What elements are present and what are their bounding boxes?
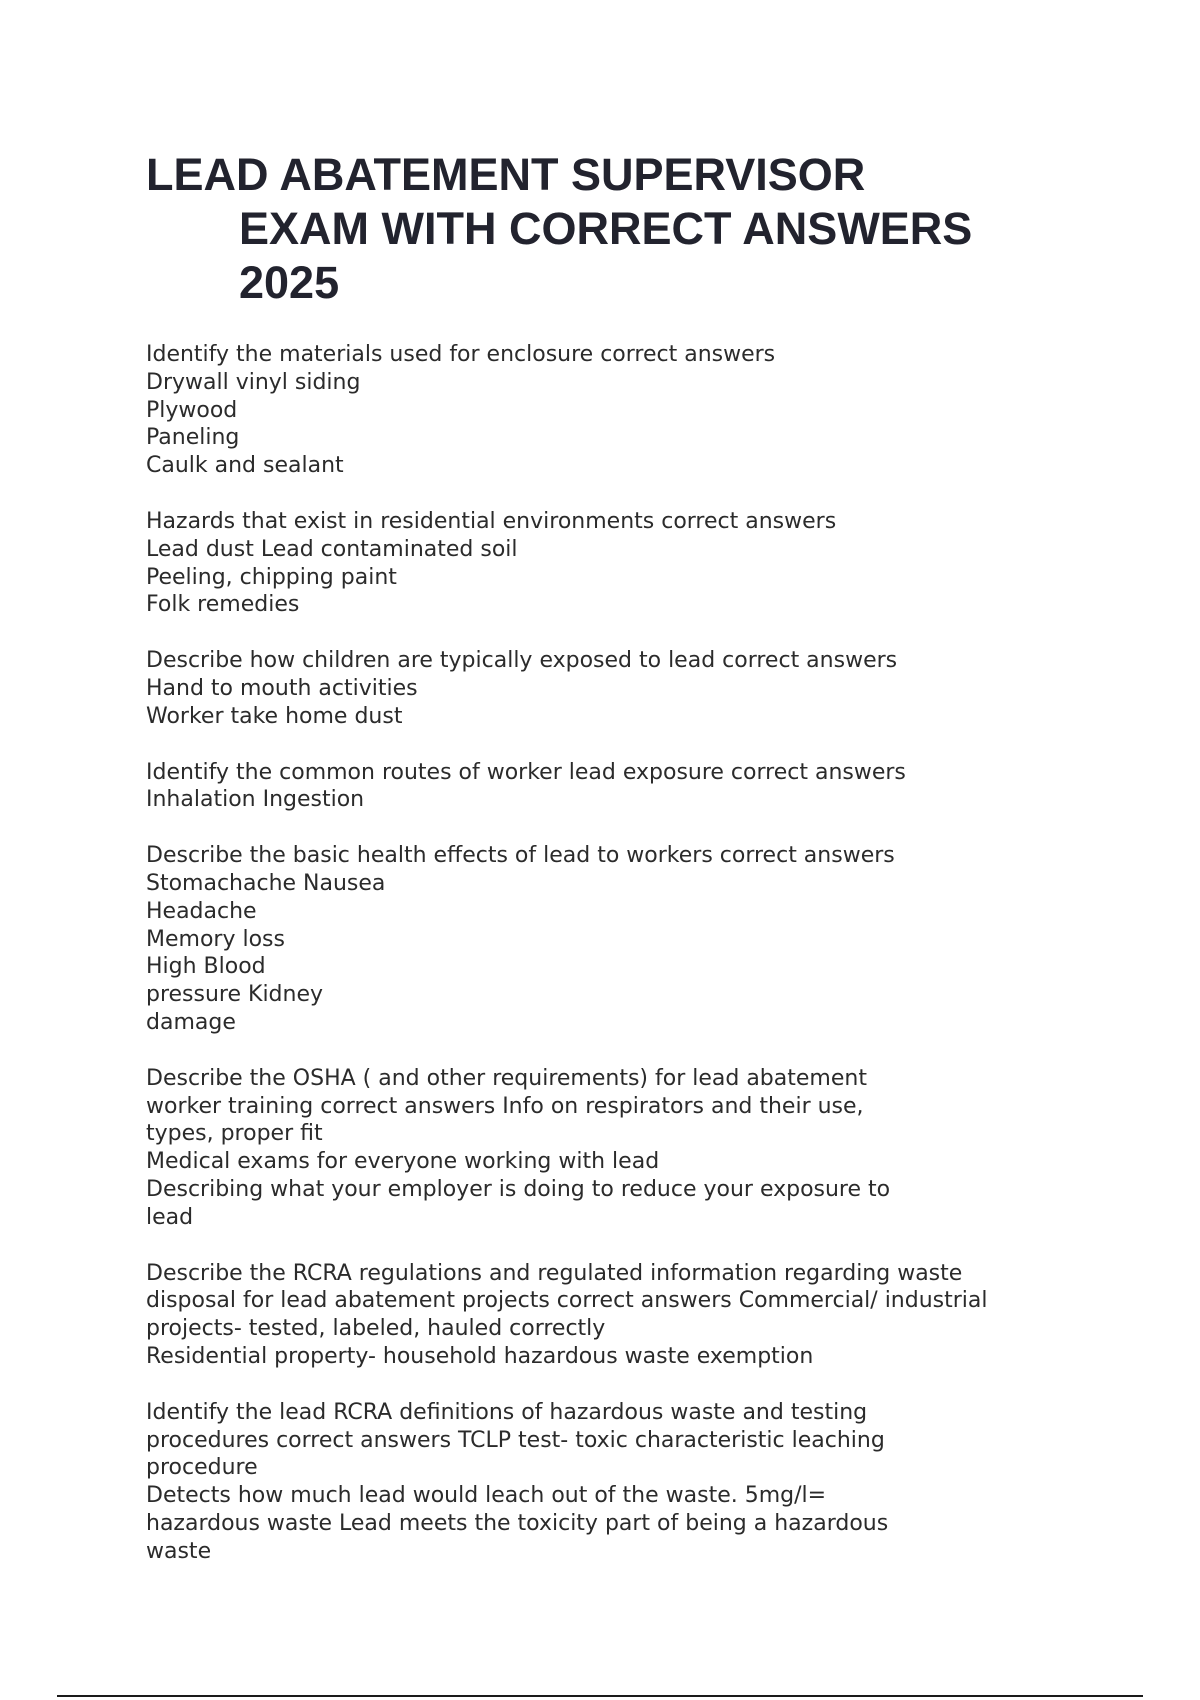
question-text: Describe the RCRA regulations and regulated information regarding waste (146, 1260, 963, 1286)
answer-text: Stomachache Nausea (146, 870, 386, 896)
question-text: Identify the lead RCRA definitions of hazardous waste and testing (146, 1399, 868, 1425)
answer-text: Describing what your employer is doing to reduce your exposure to (146, 1176, 891, 1202)
answer-text: Headache (146, 898, 257, 924)
answer-text: Memory loss (146, 926, 285, 952)
qa-item-enclosure-materials (146, 341, 1086, 480)
answer-text: Detects how much lead would leach out of the waste. 5mg/l= (146, 1483, 827, 1509)
question-text: disposal for lead abatement projects correct answers Commercial/ industrial (146, 1288, 988, 1314)
answer-text: damage (146, 1009, 236, 1035)
answer-text: procedure (146, 1455, 258, 1481)
answer-text: Residential property- household hazardous waste exemption (146, 1343, 814, 1369)
answer-text: types, proper fit (146, 1121, 323, 1147)
qa-item-rcra-definitions (146, 1399, 1086, 1566)
qa-item-worker-exposure-routes (146, 759, 1086, 815)
answer-text: projects- tested, labeled, hauled correctly (146, 1316, 606, 1342)
qa-item-health-effects (146, 842, 1086, 1037)
answer-text: Medical exams for everyone working with lead (146, 1149, 660, 1175)
answer-text: Folk remedies (146, 592, 300, 618)
answer-text: pressure Kidney (146, 982, 324, 1008)
question-text: worker training correct answers Info on respirators and their use, (146, 1093, 864, 1119)
page-title (146, 148, 1106, 310)
qa-item-residential-hazards (146, 508, 1086, 619)
answer-text: lead (146, 1204, 194, 1230)
question-text: Describe how children are typically exposed to lead correct answers (146, 648, 898, 674)
title-line: EXAM WITH CORRECT ANSWERS (239, 203, 973, 254)
question-text: Identify the materials used for enclosure correct answers (146, 342, 776, 367)
question-text: Identify the common routes of worker lead exposure correct answers (146, 759, 906, 785)
answer-text: Lead dust Lead contaminated soil (146, 536, 518, 562)
answer-text: Drywall vinyl siding (146, 369, 361, 395)
title-line: 2025 (239, 257, 340, 308)
question-text: Describe the OSHA ( and other requirements) for lead abatement (146, 1065, 867, 1091)
answer-text: Worker take home dust (146, 703, 403, 729)
answer-text: Inhalation Ingestion (146, 787, 365, 813)
qa-item-osha-training (146, 1065, 1086, 1232)
answer-text: Peeling, chipping paint (146, 564, 397, 590)
answer-text: Hand to mouth activities (146, 675, 418, 701)
question-text: procedures correct answers TCLP test- toxic characteristic leaching (146, 1427, 885, 1453)
title-line: LEAD ABATEMENT SUPERVISOR (146, 149, 866, 200)
answer-text: High Blood (146, 954, 266, 980)
answer-text: Paneling (146, 425, 240, 451)
answer-text: waste (146, 1538, 212, 1564)
answer-text: hazardous waste Lead meets the toxicity part of being a hazardous (146, 1510, 889, 1536)
question-text: Describe the basic health effects of lead to workers correct answers (146, 843, 895, 869)
answer-text: Plywood (146, 397, 238, 423)
qa-list (146, 341, 1086, 1593)
footer-divider (57, 1695, 1143, 1697)
qa-item-children-exposure (146, 647, 1086, 730)
answer-text: Caulk and sealant (146, 453, 344, 479)
qa-item-rcra-regulations (146, 1260, 1086, 1371)
question-text: Hazards that exist in residential environments correct answers (146, 508, 837, 534)
